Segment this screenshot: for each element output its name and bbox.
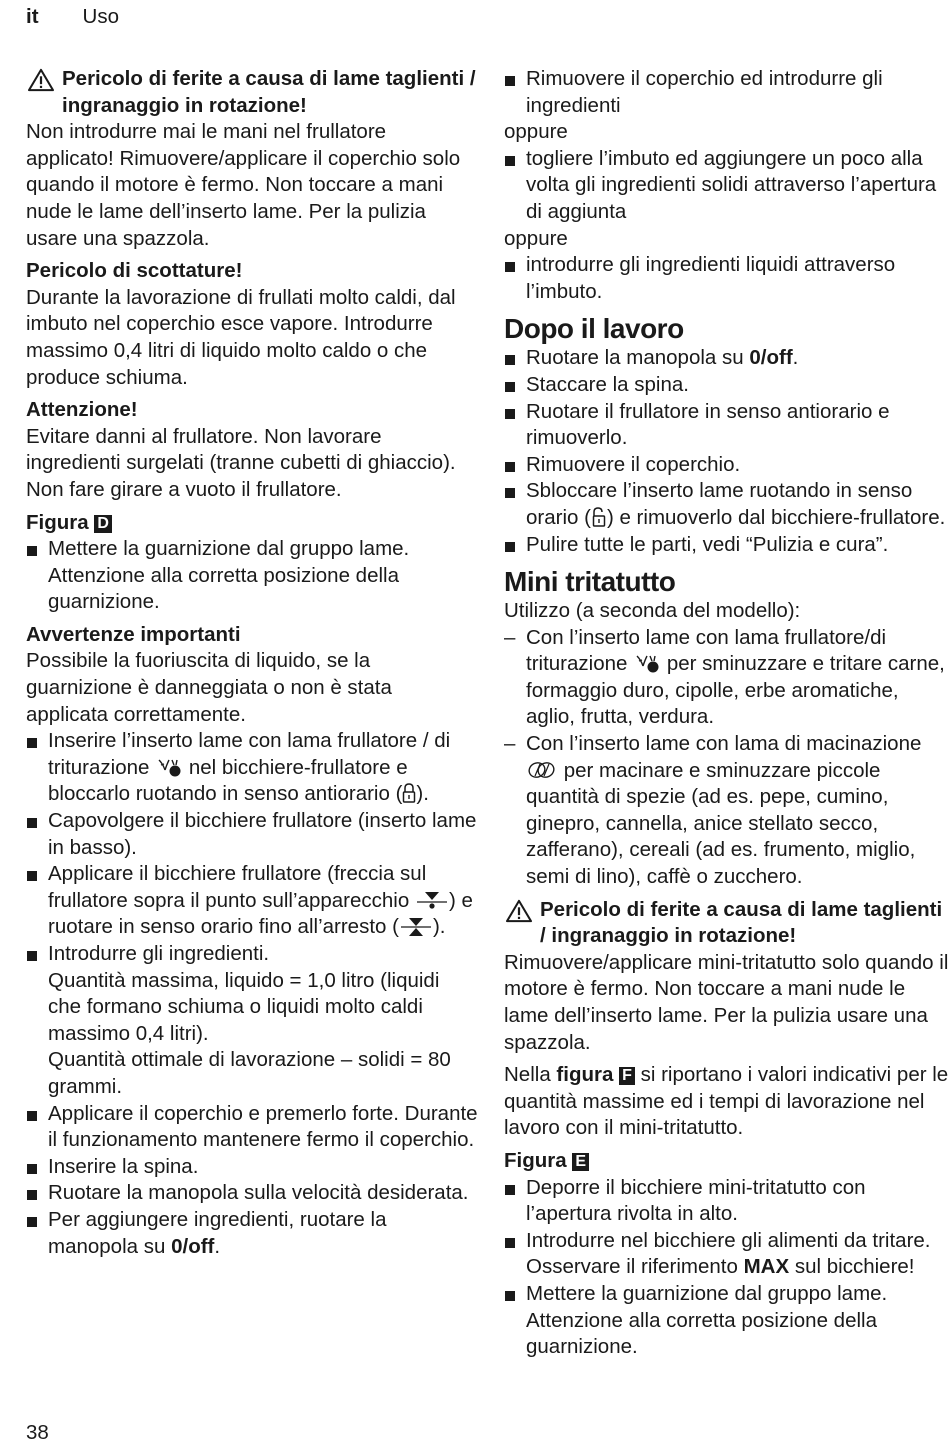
left-column <box>26 66 478 1260</box>
list-item: Mettere la guarnizione dal gruppo lame. Attenzione alla corretta posizione della guarnizione. <box>26 536 478 616</box>
list-item: Applicare il coperchio e premerlo forte. Durante il funzionamento mantenere fermo il coperchio. <box>26 1101 478 1154</box>
warning-heading: Pericolo di ferite a causa di lame taglienti / ingranaggio in rotazione! <box>504 897 950 950</box>
page-header <box>26 4 119 31</box>
figure-d-label: Figura D <box>26 510 478 537</box>
usage-steps-list <box>26 728 478 1260</box>
arrow-lock-icon <box>399 915 433 937</box>
list-item: – Con l’inserto lame con lama frullatore/di triturazione per sminuzzare e tritare carne, formaggio duro, cipolle, erbe aromatiche, aglio, frutta, verdura. <box>504 625 945 729</box>
list-item: Applicare il bicchiere frullatore (freccia sul frullatore sopra il punto sull’apparecchio ) e ruotare in senso orario fino all’arresto ( ). <box>26 861 478 941</box>
warning-heading: Pericolo di ferite a causa di lame taglienti / ingranaggio in rotazione! <box>26 66 478 119</box>
language-code: it <box>26 5 39 28</box>
list-item: togliere l’imbuto ed aggiungere un poco alla volta gli ingredienti solidi attraverso l’apertura di aggiunta <box>504 146 950 226</box>
figure-letter-badge: D <box>94 515 112 533</box>
list-item: Ruotare la manopola sulla velocità desiderata. <box>26 1180 478 1207</box>
warning-text: Non introdurre mai le mani nel frullatore applicato! Rimuovere/applicare il coperchio solo quando il motore è fermo. Non toccare a mani nude le lame dell’inserto lame. Per la pulizia usare una spazzola. <box>26 120 461 250</box>
list-item: Rimuovere il coperchio ed introdurre gli ingredienti <box>504 66 950 119</box>
mini-chopper-uses <box>504 625 950 891</box>
list-item: Ruotare il frullatore in senso antiorario e rimuoverlo. <box>504 399 950 452</box>
or-text: oppure <box>504 226 568 250</box>
list-item: Pulire tutte le parti, vedi “Pulizia e cura”. <box>504 532 950 559</box>
figure-letter-badge: F <box>619 1067 635 1085</box>
burn-warning-text: Durante la lavorazione di frullati molto caldi, dal imbuto nel coperchio esce vapore. Introdurre massimo 0,4 litri di liquido molto caldo o che produce schiuma. <box>26 285 456 389</box>
list-item: Sbloccare l’inserto lame ruotando in senso orario ( ) e rimuoverlo dal bicchiere-frullatore. <box>504 478 950 531</box>
list-item: Mettere la guarnizione dal gruppo lame. Attenzione alla corretta posizione della guarnizione. <box>504 1281 950 1361</box>
warning-triangle-icon <box>26 68 56 92</box>
page-number: 38 <box>26 1421 49 1444</box>
figure-letter-badge: E <box>572 1153 589 1171</box>
after-work-list <box>504 345 950 558</box>
figure-reference-text: Nella figura F si riportano i valori indicativi per le quantità massime ed i tempi di lavorazione nel lavoro con il mini-tritatutto. <box>504 1063 949 1140</box>
attention-title: Attenzione! <box>26 398 138 422</box>
list-item: – Con l’inserto lame con lama di macinazione per macinare e sminuzzare piccole quantità di spezie (ad es. pepe, cumino, ginepro, cannella, anice stellato secco, zafferano), cereali (ad es. frumento, miglio, semi di lino), caffè o zucchero. <box>504 732 922 889</box>
list-item: Capovolgere il bicchiere frullatore (inserto lame in basso). <box>26 808 478 861</box>
list-item: Rimuovere il coperchio. <box>504 452 950 479</box>
warning-triangle-icon <box>504 899 534 923</box>
figure-e-label: Figura E <box>504 1148 950 1175</box>
blade-herb-icon <box>633 652 661 674</box>
list-item: Introdurre gli ingredienti. Quantità massima, liquido = 1,0 litro (liquidi che formano schiuma o liquidi molto caldi massimo 0,4 litri). Quantità ottimale di lavorazione – solidi = 80 grammi. <box>26 941 478 1101</box>
unlock-icon <box>591 506 607 528</box>
or-text: oppure <box>504 120 568 144</box>
blade-herb-icon <box>155 756 183 778</box>
adding-options-list <box>504 66 950 119</box>
list-item: Inserire la spina. <box>26 1154 478 1181</box>
figure-d-list <box>26 536 478 616</box>
adding-options-list <box>504 146 950 226</box>
grinding-blade-icon <box>526 759 558 781</box>
adding-options-list <box>504 252 950 305</box>
list-item: Deporre il bicchiere mini-tritatutto con l’apertura rivolta in alto. <box>504 1175 950 1228</box>
section-title: Uso <box>82 5 119 28</box>
mini-chopper-heading: Mini tritatutto <box>504 566 676 598</box>
arrow-down-to-dot-icon <box>415 889 449 911</box>
figure-e-list <box>504 1175 950 1361</box>
list-item: Ruotare la manopola su 0/off. <box>504 345 950 372</box>
important-notes-text: Possibile la fuoriuscita di liquido, se la guarnizione è danneggiata o non è stata applicata correttamente. <box>26 649 392 726</box>
mini-chopper-intro: Utilizzo (a seconda del modello): <box>504 599 801 623</box>
warning-text: Rimuovere/applicare mini-tritatutto solo quando il motore è fermo. Non toccare a mani nude le lame dell’inserto lame. Per la pulizia usare una spazzola. <box>504 950 949 1054</box>
lock-icon <box>402 782 416 804</box>
after-work-heading: Dopo il lavoro <box>504 313 684 345</box>
right-column <box>504 66 950 1361</box>
list-item: Introdurre nel bicchiere gli alimenti da tritare. Osservare il riferimento MAX sul bicchiere! <box>504 1228 950 1281</box>
list-item: Inserire l’inserto lame con lama frullatore / di triturazione nel bicchiere-frullatore e bloccarlo ruotando in senso antiorario ( ). <box>26 728 478 808</box>
burn-warning-title: Pericolo di scottature! <box>26 259 243 283</box>
list-item: Per aggiungere ingredienti, ruotare la manopola su 0/off. <box>26 1207 478 1260</box>
attention-text: Evitare danni al frullatore. Non lavorare ingredienti surgelati (tranne cubetti di ghiaccio). Non fare girare a vuoto il frullatore. <box>26 424 456 501</box>
list-item: Staccare la spina. <box>504 372 950 399</box>
list-item: introdurre gli ingredienti liquidi attraverso l’imbuto. <box>504 252 950 305</box>
important-notes-title: Avvertenze importanti <box>26 622 241 646</box>
